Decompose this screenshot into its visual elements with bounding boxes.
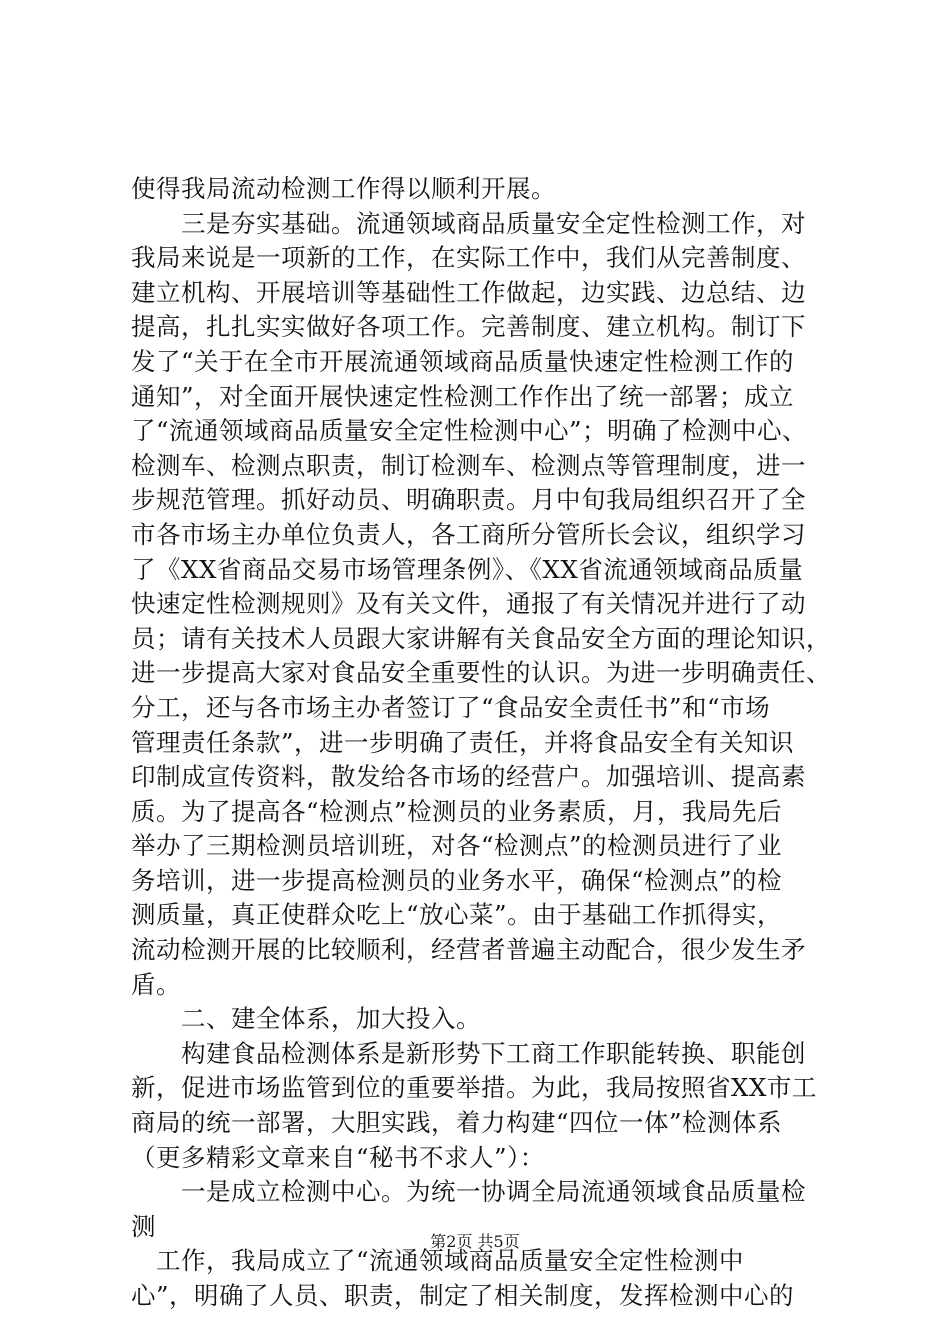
text-line: 举办了三期检测员培训班，对各“检测点”的检测员进行了业 (131, 831, 783, 861)
text-line: 二、建全体系，加大投入。 (131, 1004, 481, 1034)
text-line: 管理责任条款”，进一步明确了责任，并将食品安全有关知识 (131, 727, 795, 757)
text-line: 发了“关于在全市开展流通领域商品质量快速定性检测工作的 (131, 346, 795, 376)
text-line: 市各市场主办单位负责人，各工商所分管所长会议，组织学习 (131, 519, 806, 549)
text-line: 进一步提高大家对食品安全重要性的认识。为进一步明确责任、 (131, 658, 831, 688)
text-line: 新，促进市场监管到位的重要举措。为此，我局按照省XX市工 (131, 1073, 817, 1103)
text-line: 通知”，对全面开展快速定性检测工作作出了统一部署；成立 (131, 381, 795, 411)
text-line: 建立机构、开展培训等基础性工作做起，边实践、边总结、边 (131, 277, 806, 307)
text-line: 质。为了提高各“检测点”检测员的业务素质，月，我局先后 (131, 796, 783, 826)
text-line: 盾。 (131, 969, 181, 999)
page-footer: 第2页 共5页 (430, 1232, 520, 1251)
text-line: 务培训，进一步提高检测员的业务水平，确保“检测点”的检 (131, 865, 783, 895)
text-line: 心”，明确了人员、职责，制定了相关制度，发挥检测中心的 (131, 1281, 795, 1310)
text-line: 三是夯实基础。流通领域商品质量安全定性检测工作，对 (131, 208, 806, 238)
text-line: 了《XX省商品交易市场管理条例》、《XX省流通领域商品质量 (131, 554, 804, 584)
text-line: 一是成立检测中心。为统一协调全局流通领域食品质量检 (131, 1177, 806, 1207)
text-line: 印制成宣传资料，散发给各市场的经营户。加强培训、提高素 (131, 762, 806, 792)
text-line: 我局来说是一项新的工作，在实际工作中，我们从完善制度、 (131, 243, 806, 273)
text-line: 步规范管理。抓好动员、明确职责。月中旬我局组织召开了全 (131, 485, 806, 515)
text-line: 构建食品检测体系是新形势下工商工作职能转换、职能创 (131, 1038, 806, 1068)
text-line: 流动检测开展的比较顺利，经营者普遍主动配合，很少发生矛 (131, 935, 806, 965)
text-line: 商局的统一部署，大胆实践，着力构建“四位一体”检测体系 (131, 1108, 783, 1138)
text-line: 测 (131, 1211, 156, 1241)
text-line: 分工，还与各市场主办者签订了“食品安全责任书”和“市场 (131, 692, 771, 722)
body-text (131, 172, 831, 1314)
text-line: 了“流通领域商品质量安全定性检测中心”；明确了检测中心、 (131, 416, 808, 446)
text-line: 快速定性检测规则》及有关文件，通报了有关情况并进行了动 (131, 589, 806, 619)
text-line: 检测车、检测点职责，制订检测车、检测点等管理制度，进一 (131, 450, 806, 480)
text-line: 测质量，真正使群众吃上“放心菜”。由于基础工作抓得实， (131, 900, 783, 930)
text-line: 使得我局流动检测工作得以顺利开展。 (131, 174, 556, 203)
text-line: （更多精彩文章来自“秘书不求人”）： (131, 1142, 545, 1172)
text-line: 员；请有关技术人员跟大家讲解有关食品安全方面的理论知识， (131, 623, 831, 653)
text-line: 提高，扎扎实实做好各项工作。完善制度、建立机构。制订下 (131, 312, 806, 342)
text-line: 工作，我局成立了“流通领域商品质量安全定性检测中 (131, 1246, 745, 1276)
